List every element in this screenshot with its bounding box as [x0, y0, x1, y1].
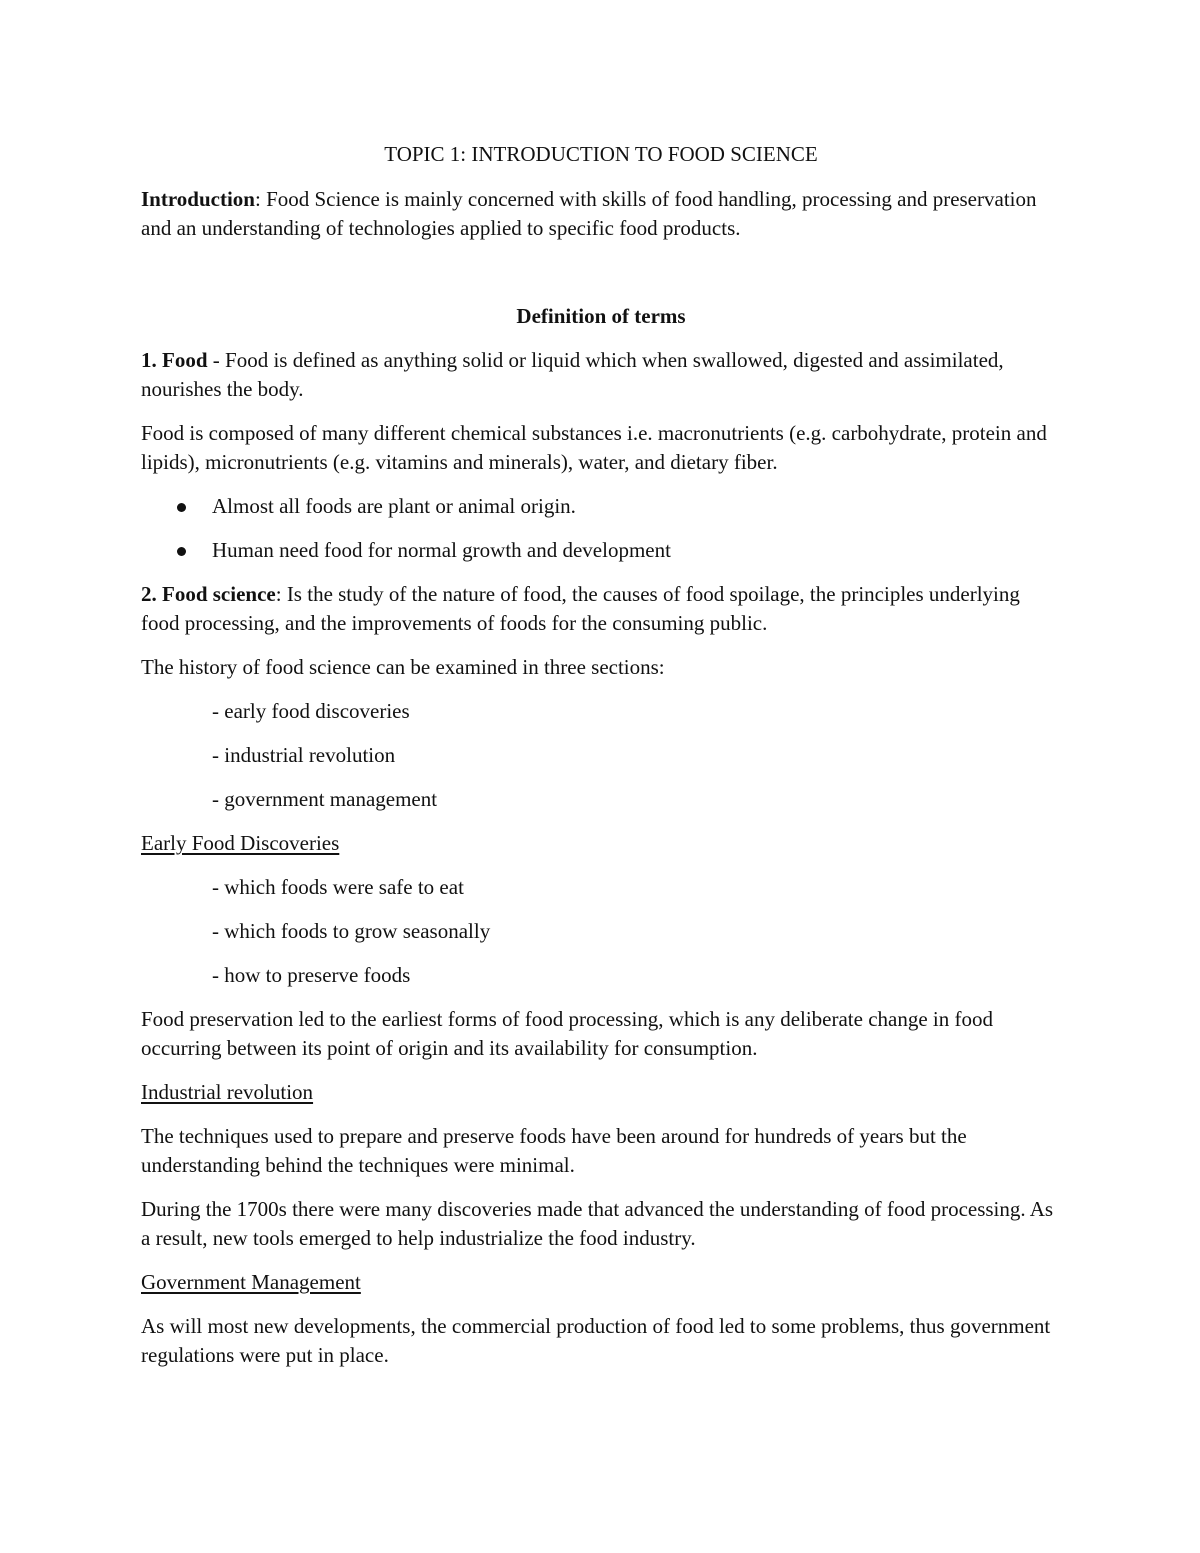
list-item: - government management	[212, 787, 438, 811]
industrial-revolution-heading	[141, 1078, 1061, 1107]
food-text: - Food is defined as anything solid or liquid which when swallowed, digested and assimilated, nourishes the body.	[141, 348, 1004, 401]
intro-paragraph	[141, 185, 1061, 243]
bullet-icon	[177, 503, 186, 512]
bullet-text: Human need food for normal growth and development	[212, 538, 671, 562]
food-science-text: : Is the study of the nature of food, the causes of food spoilage, the principles underlying food processing, and the improvements of foods for the consuming public.	[141, 582, 1020, 635]
food-composition: Food is composed of many different chemical substances i.e. macronutrients (e.g. carbohydrate, protein and lipids), micronutrients (e.g. vitamins and minerals), water, and dietary fiber.	[141, 421, 1047, 474]
food-label: 1. Food	[141, 348, 208, 372]
bullet-icon	[177, 547, 186, 556]
government-heading-text: Government Management	[141, 1270, 361, 1294]
list-item: - which foods to grow seasonally	[212, 919, 491, 943]
history-intro: The history of food science can be examined in three sections:	[141, 655, 665, 679]
history-sections-list	[141, 697, 1061, 814]
early-discoveries-heading	[141, 829, 1061, 858]
early-heading-text: Early Food Discoveries	[141, 831, 340, 855]
food-bullet-list	[141, 492, 1061, 565]
food-definition	[141, 346, 1061, 404]
list-item: - how to preserve foods	[212, 963, 411, 987]
industrial-paragraph-2: During the 1700s there were many discoveries made that advanced the understanding of food processing. As a result, new tools emerged to help industrialize the food industry.	[141, 1197, 1054, 1250]
bullet-text: Almost all foods are plant or animal origin.	[212, 494, 576, 518]
industrial-paragraph-1: The techniques used to prepare and preserve foods have been around for hundreds of years but the understanding behind the techniques were minimal.	[141, 1124, 967, 1177]
industrial-heading-text: Industrial revolution	[141, 1080, 314, 1104]
list-item	[141, 536, 1061, 565]
page-title: TOPIC 1: INTRODUCTION TO FOOD SCIENCE	[384, 142, 818, 166]
list-item	[141, 492, 1061, 521]
list-item: - industrial revolution	[212, 743, 396, 767]
early-discoveries-list	[141, 873, 1061, 990]
document-page	[141, 140, 1061, 1370]
intro-text: : Food Science is mainly concerned with skills of food handling, processing and preservation and an understanding of technologies applied to specific food products.	[141, 187, 1037, 240]
list-item: - early food discoveries	[212, 699, 410, 723]
intro-label: Introduction	[141, 187, 255, 211]
food-science-label: 2. Food science	[141, 582, 276, 606]
definitions-heading: Definition of terms	[516, 304, 686, 328]
list-item: - which foods were safe to eat	[212, 875, 464, 899]
food-preservation-paragraph: Food preservation led to the earliest forms of food processing, which is any deliberate change in food occurring between its point of origin and its availability for consumption.	[141, 1007, 994, 1060]
food-science-definition	[141, 580, 1061, 638]
government-paragraph: As will most new developments, the commercial production of food led to some problems, thus government regulations were put in place.	[141, 1314, 1051, 1367]
government-management-heading	[141, 1268, 1061, 1297]
